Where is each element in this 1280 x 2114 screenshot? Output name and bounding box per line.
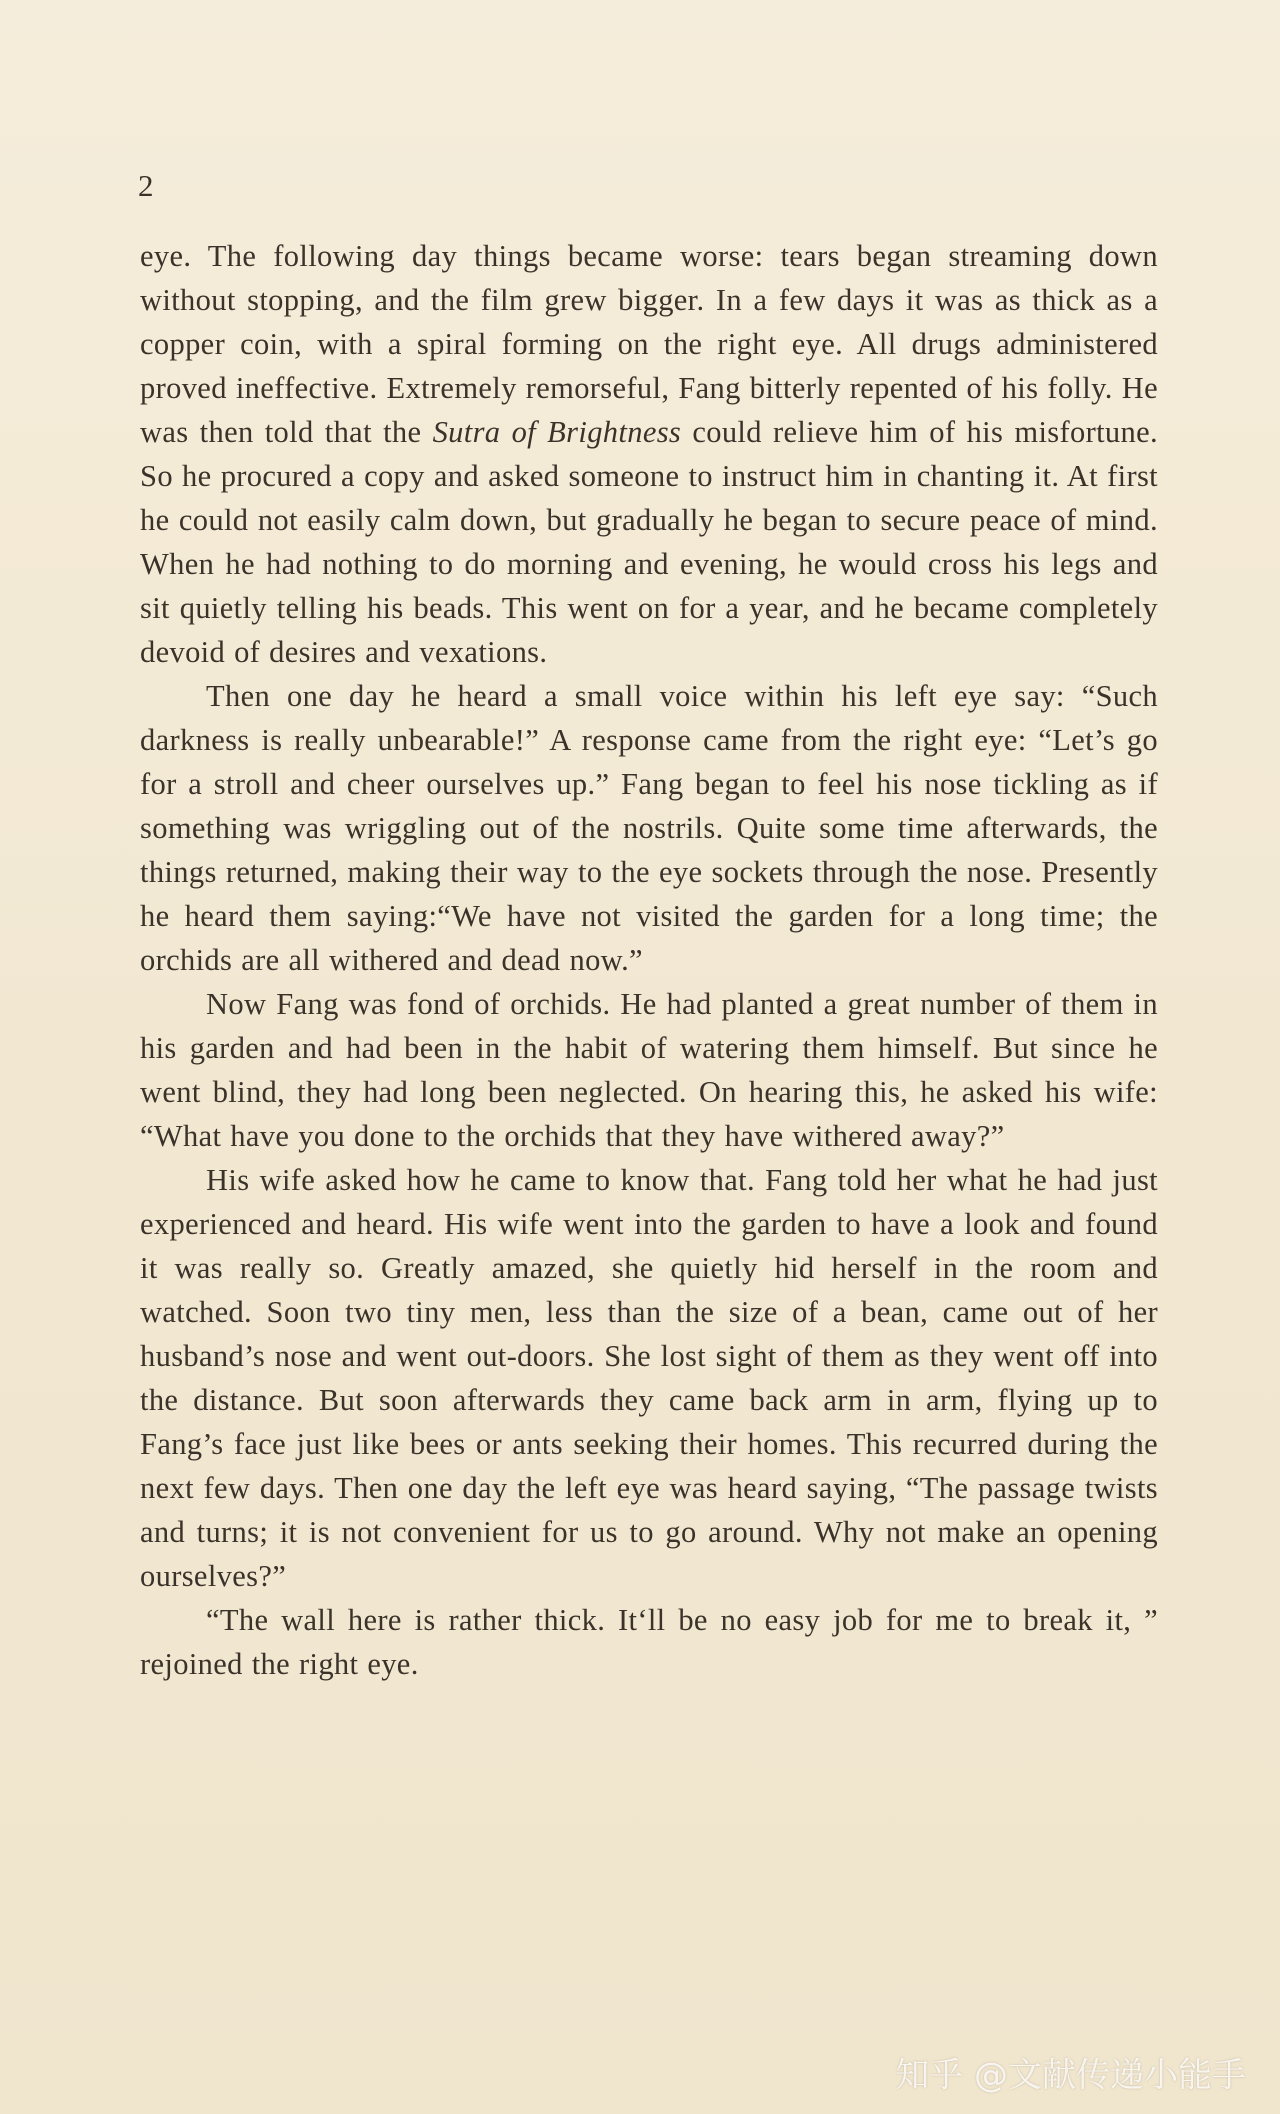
paragraph-5: “The wall here is rather thick. It‘ll be no easy job for me to break it, ” rejoined the right eye. — [140, 1603, 1158, 1681]
paragraph-2: Then one day he heard a small voice within his left eye say: “Such darkness is really unbearable!” A response came from the right eye: “Let’s go for a stroll and cheer ourselves up.” Fang began to feel his nose tickling as if something was wriggling out of the nostrils. Quite some time afterwards, the things returned, making their way to the eye sockets through the nose. Presently he heard them saying:“We have not visited the garden for a long time; the orchids are all withered and dead now.” — [140, 679, 1158, 977]
watermark: 知乎 @文献传递小能手 — [895, 2055, 1246, 2096]
book-title: Sutra of Brightness — [432, 415, 682, 449]
page-number: 2 — [138, 168, 154, 203]
paragraph-1: eye. The following day things became worse: tears began streaming down without stopping, and the film grew bigger. In a few days it was as thick as a copper coin, with a spiral forming on the right eye. All drugs administered proved ineffective. Extremely remorseful, Fang bitterly repented of his folly. He was then told that the Sutra of Brightness could relieve him of his misfortune. So he procured a copy and asked someone to instruct him in chanting it. At first he could not easily calm down, but gradually he began to secure peace of mind. When he had nothing to do morning and evening, he would cross his legs and sit quietly telling his beads. This went on for a year, and he became completely devoid of desires and vexations. — [140, 239, 1158, 669]
paragraph-3: Now Fang was fond of orchids. He had planted a great number of them in his garden and had been in the habit of watering them himself. But since he went blind, they had long been neglected. On hearing this, he asked his wife: “What have you done to the orchids that they have withered away?” — [140, 987, 1158, 1153]
paragraph-4: His wife asked how he came to know that. Fang told her what he had just experienced and heard. His wife went into the garden to have a look and found it was really so. Greatly amazed, she quietly hid herself in the room and watched. Soon two tiny men, less than the size of a bean, came out of her husband’s nose and went out-doors. She lost sight of them as they went off into the distance. But soon afterwards they came back arm in arm, flying up to Fang’s face just like bees or ants seeking their homes. This recurred during the next few days. Then one day the left eye was heard saying, “The passage twists and turns; it is not convenient for us to go around. Why not make an opening ourselves?” — [140, 1163, 1158, 1593]
body-text — [140, 234, 1158, 1686]
